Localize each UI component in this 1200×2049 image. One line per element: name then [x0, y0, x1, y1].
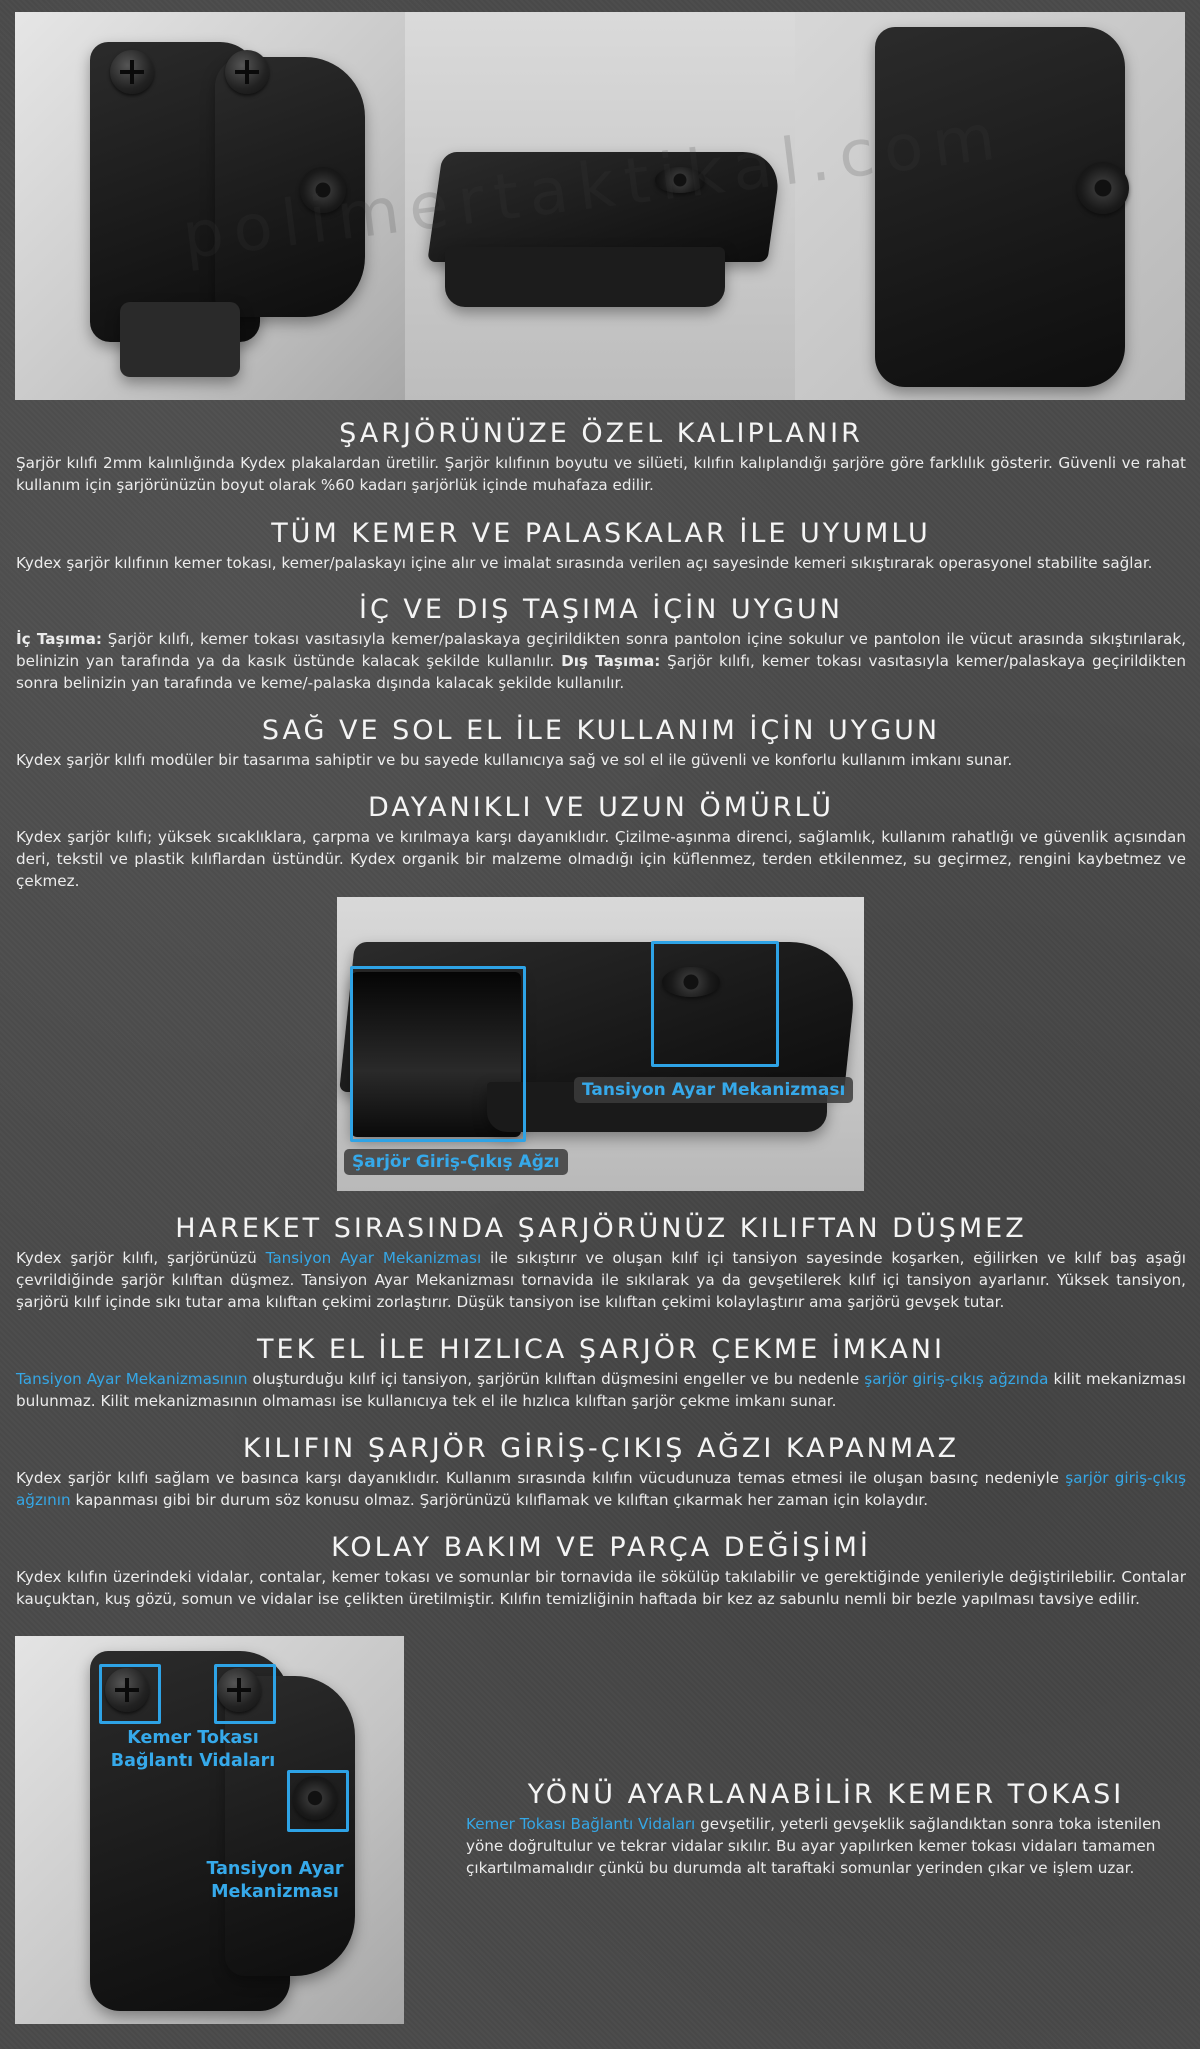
- mouth-callout-label: Şarjör Giriş-Çıkış Ağzı: [344, 1149, 568, 1175]
- section-no-drop: [16, 1211, 1186, 1313]
- section-maintenance: [16, 1530, 1186, 1610]
- product-photo-front: [15, 12, 405, 400]
- tension-link[interactable]: Tansiyon Ayar Mekanizması: [265, 1249, 482, 1267]
- tension-highlight-box: [651, 941, 779, 1067]
- tension-callout-label: Tansiyon Ayar Mekanizması: [574, 1077, 853, 1103]
- section-title: TEK EL İLE HIZLICA ŞARJÖR ÇEKME İMKANI: [257, 1334, 945, 1365]
- section-title: İÇ VE DIŞ TAŞIMA İÇİN UYGUN: [359, 594, 843, 625]
- section-title: TÜM KEMER VE PALASKALAR İLE UYUMLU: [271, 518, 931, 549]
- section-body: Kydex kılıfın üzerindeki vidalar, contalar, kemer tokası ve somunlar bir tornavida ile sökülüp takılabilir ve gerektiğinde yenileriyle değiştirilebilir. Contalar kauçuktan, kuş gözü, somun ve vidalar ise çelikten üretilmiştir. Kılıfın temizliğinin haftada bir kez az sabunlu nemli bir bezle yapılması tavsiye edilir.: [16, 1568, 1186, 1608]
- section-body: Kydex şarjör kılıfı; yüksek sıcaklıklara, çarpma ve kırılmaya karşı dayanıklıdır. Çizilme-aşınma direnci, sağlamlık, kullanım rahatlığı ve güvenlik açısından deri, tekstil ve plastik kılıflardan üstündür. Kydex organik bir malzeme olmadığı için küflenmez, terden etkilenmez, su geçirmez, rengini kaybetmez ve çekmez.: [16, 828, 1186, 890]
- screw-icon: [225, 50, 269, 94]
- screw-highlight-box: [214, 1664, 276, 1724]
- inner-carry-text: Şarjör kılıfı, kemer tokası vasıtasıyla kemer/palaskaya geçirildikten sonra pantolon içine sokulur ve pantolon ile vücut arasında sıkıştırılarak, belinizin yan tarafında ya da kasık üstünde kalacak şekilde kullanılır.: [16, 630, 1187, 670]
- mouth-link[interactable]: şarjör giriş-çıkış ağzında: [864, 1370, 1049, 1388]
- holster-body-angled: [427, 152, 782, 262]
- section-body: [466, 1813, 1186, 1879]
- holster-bottom: [445, 247, 725, 307]
- section-carry-modes: [16, 592, 1186, 694]
- tension-callout-label: [195, 1858, 355, 1904]
- product-photo-adjustable-clip: [15, 1636, 404, 2024]
- section-title: KILIFIN ŞARJÖR GİRİŞ-ÇIKIŞ AĞZI KAPANMAZ: [242, 1433, 960, 1464]
- product-photo-callouts: [337, 897, 864, 1191]
- body-text: oluşturduğu kılıf içi tansiyon, şarjörün kılıftan düşmesini engeller ve bu nedenle: [247, 1370, 865, 1388]
- section-body: [16, 1368, 1186, 1412]
- screw-highlight-box: [99, 1664, 161, 1724]
- section-title: HAREKET SIRASINDA ŞARJÖRÜNÜZ KILIFTAN DÜŞMEZ: [175, 1213, 1027, 1244]
- section-mouth-stays-open: [16, 1431, 1186, 1511]
- tension-highlight-box: [287, 1770, 349, 1832]
- mouth-link[interactable]: şarjör giriş-çıkış ağzının: [16, 1469, 1186, 1509]
- tension-link[interactable]: Tansiyon Ayar Mekanizmasının: [16, 1370, 248, 1388]
- section-body: Kydex şarjör kılıfı modüler bir tasarıma sahiptir ve bu sayede kullanıcıya sağ ve sol el ile güvenli ve konforlu kullanım imkanı sunar.: [16, 751, 1013, 769]
- body-text: gevşetilir, yeterli gevşeklik sağlandıktan sonra toka istenilen yöne doğrultulur ve tekrar vidalar sıkılır. Bu ayar yapılırken kemer tokası vidaları tamamen çıkartılmamalıdır çünkü bu durumda alt taraftaki somunlar yerinden çıkar ve işlem uzar.: [466, 1815, 1162, 1877]
- section-ambidextrous: [16, 713, 1186, 771]
- body-text: kapanması gibi bir durum söz konusu olmaz. Şarjörünüzü kılıflamak ve kılıftan çıkarmak her zaman için kolaydır.: [70, 1491, 929, 1509]
- section-durable: [16, 790, 1186, 892]
- section-belt-compatible: [16, 516, 1186, 574]
- body-text: Kydex şarjör kılıfı sağlam ve basınca karşı dayanıklıdır. Kullanım sırasında kılıfın vücudunuza temas etmesi ile oluşan basınç nedeniyle: [16, 1469, 1066, 1487]
- callout-line: Tansiyon Ayar: [206, 1859, 344, 1879]
- mouth-highlight-box: [350, 966, 526, 1142]
- belt-screws-link[interactable]: Kemer Tokası Bağlantı Vidaları: [466, 1815, 696, 1833]
- screws-callout-label: [93, 1727, 293, 1773]
- section-body: [16, 1467, 1186, 1511]
- section-body: Kydex şarjör kılıfının kemer tokası, kemer/palaskayı içine alır ve imalat sırasında verilen açı sayesinde kemeri sıkıştırarak operasyonel stabilite sağlar.: [16, 554, 1153, 572]
- section-title: SAĞ VE SOL EL İLE KULLANIM İÇİN UYGUN: [261, 715, 941, 746]
- body-text: kilit mekanizması bulunmaz. Kilit mekanizmasının olmaması ise kullanıcıya tek el ile hızlıca kılıftan şarjör çekme imkanı sunar.: [16, 1370, 1186, 1410]
- section-one-hand-draw: [16, 1332, 1186, 1412]
- outer-carry-text: Şarjör kılıfı, kemer tokası vasıtasıyla kemer/palaskaya geçirildikten sonra belinizin yan tarafında ve keme/-palaska dışında kalacak şekilde kullanılır.: [16, 652, 1186, 692]
- inner-carry-label: İç Taşıma:: [16, 630, 102, 648]
- tension-screw-icon: [300, 167, 346, 213]
- screw-icon: [110, 50, 154, 94]
- section-custom-mold: [16, 416, 1186, 496]
- section-title: ŞARJÖRÜNÜZE ÖZEL KALIPLANIR: [339, 418, 863, 449]
- section-title: DAYANIKLI VE UZUN ÖMÜRLÜ: [368, 792, 834, 823]
- section-title: KOLAY BAKIM VE PARÇA DEĞİŞİMİ: [331, 1532, 871, 1563]
- product-photo-angled: [405, 12, 795, 400]
- section-adjustable-clip: [466, 1777, 1186, 1879]
- tension-screw-icon: [1077, 162, 1129, 214]
- callout-line: Kemer Tokası: [127, 1728, 259, 1748]
- section-title: YÖNÜ AYARLANABİLİR KEMER TOKASI: [527, 1779, 1125, 1810]
- section-body: Şarjör kılıfı 2mm kalınlığında Kydex plakalardan üretilir. Şarjör kılıfının boyutu ve silüeti, kılıfın kalıplandığı şarjöre göre farklılık gösterir. Güvenli ve rahat kullanım için şarjörünüzün boyut olarak %60 kadarı şarjörlük içinde muhafaza edilir.: [16, 454, 1186, 494]
- outer-carry-label: Dış Taşıma:: [561, 652, 661, 670]
- callout-line: Bağlantı Vidaları: [110, 1751, 276, 1771]
- callout-line: Mekanizması: [211, 1882, 339, 1902]
- tension-screw-icon: [655, 167, 705, 193]
- product-photo-back: [795, 12, 1185, 400]
- body-text: Kydex şarjör kılıfı, şarjörünüzü: [16, 1249, 266, 1267]
- belt-clip: [120, 302, 240, 377]
- section-body: [16, 1247, 1186, 1313]
- body-text: ile sıkıştırır ve oluşan kılıf içi tansiyon sayesinde koşarken, eğilirken ve kılıf baş aşağı çevrildiğinde şarjör kılıftan düşmez. Tansiyon Ayar Mekanizması tornavida ile sıkılarak ya da gevşetilerek kılıf içi tansiyon ayarlanır. Yüksek tansiyon, şarjörü kılıf içinde sıkı tutar ama kılıftan çekimi zorlaştırır. Düşük tansiyon ise kılıftan çekimi kolaylaştırır ama şarjörü gevşek tutar.: [16, 1249, 1186, 1311]
- section-body: [16, 628, 1186, 694]
